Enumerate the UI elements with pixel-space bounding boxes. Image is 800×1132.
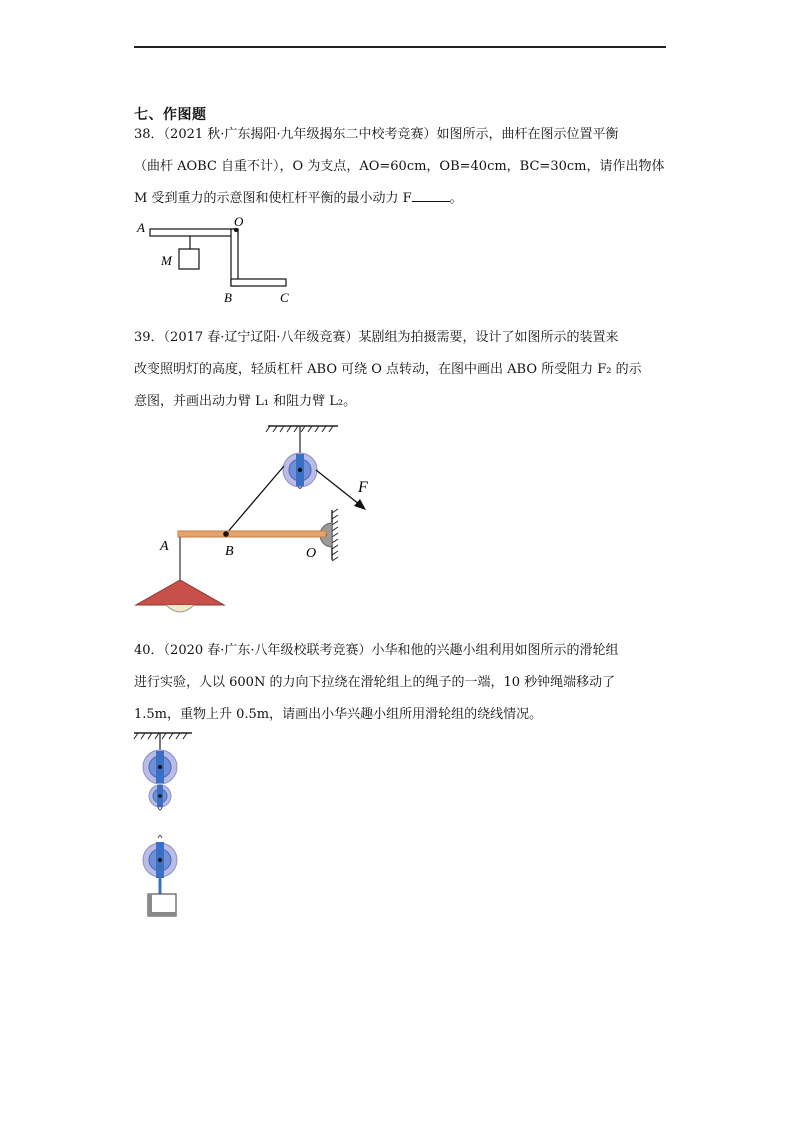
question-38-line-2: （曲杆 AOBC 自重不计），O 为支点，AO=60cm，OB=40cm，BC=30cm，请作出物体: [134, 159, 665, 174]
question-38-diagram: [130, 214, 300, 310]
label-a: A: [160, 539, 169, 554]
hook-icon: [158, 836, 162, 839]
rope-to-b: [226, 466, 284, 534]
lever-rod-abo: [178, 531, 326, 537]
label-b: B: [225, 544, 234, 559]
label-o: O: [306, 546, 317, 561]
fixed-pulley-small: [149, 785, 171, 807]
section-title: 七、作图题: [134, 107, 207, 123]
lamp-shade: [136, 580, 224, 605]
label-b: B: [224, 290, 232, 305]
point-b: [223, 531, 229, 537]
question-40-diagram: [130, 728, 200, 928]
question-38-text: [134, 119, 674, 215]
answer-blank[interactable]: [412, 189, 450, 202]
bent-rod-bc-segment: [231, 279, 286, 286]
question-40-text: [134, 635, 674, 731]
label-c: C: [280, 290, 289, 305]
question-38-line-3: M 受到重力的示意图和使杠杆平衡的最小动力 F 。: [134, 191, 463, 206]
question-40-line-1: 40．（2020 春·广东·八年级校联考竞赛）小华和他的兴趣小组利用如图所示的滑轮组: [134, 643, 619, 658]
question-39-text: [134, 322, 674, 418]
question-39-line-2: 改变照明灯的高度，轻质杠杆 ABO 可绕 O 点转动，在图中画出 ABO 所受阻力 F₂ 的示: [134, 362, 642, 377]
lamp-bulb: [166, 605, 194, 612]
fixed-pulley: [283, 453, 317, 489]
bent-rod-ao-segment: [150, 229, 238, 236]
top-rule: [134, 46, 666, 48]
mass-block-m: [179, 249, 199, 269]
question-38-line-1: 38．（2021 秋·广东揭阳·九年级揭东二中校考竞赛）如图所示，曲杆在图示位置平衡: [134, 127, 619, 142]
question-40-line-2: 进行实验，人以 600N 的力向下拉绕在滑轮组上的绳子的一端，10 秒钟绳端移动了: [134, 675, 616, 690]
pull-rope-f: [316, 470, 364, 508]
label-f: F: [358, 479, 368, 496]
question-39-line-1: 39．（2017 春·辽宁辽阳·八年级竞赛）某剧组为拍摄需要，设计了如图所示的装置来: [134, 330, 619, 345]
movable-pulley: [143, 842, 177, 878]
label-o: O: [234, 214, 244, 229]
label-a: A: [137, 220, 145, 235]
question-39-line-3: 意图，并画出动力臂 L₁ 和阻力臂 L₂。: [134, 394, 357, 409]
question-40-line-3: 1.5m，重物上升 0.5m，请画出小华兴趣小组所用滑轮组的绕线情况。: [134, 707, 543, 722]
label-m: M: [161, 253, 172, 268]
bent-rod-ob-segment: [231, 229, 238, 286]
question-39-diagram: [130, 418, 380, 618]
fixed-pulley-large: [143, 750, 177, 784]
force-arrowhead: [354, 499, 366, 510]
